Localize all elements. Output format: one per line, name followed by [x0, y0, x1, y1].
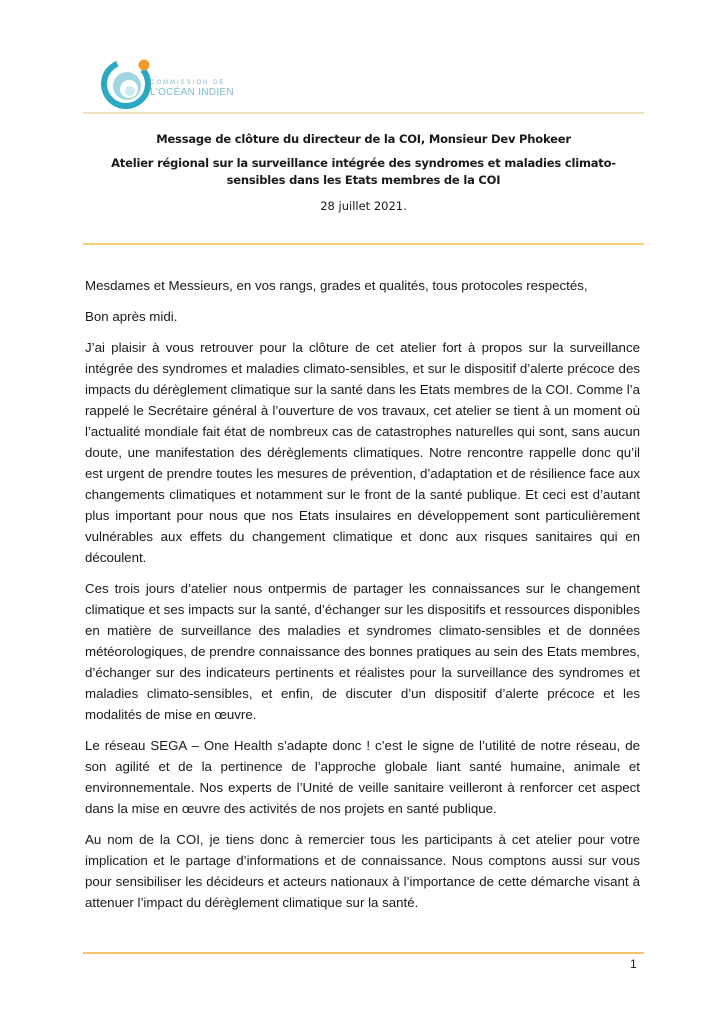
logo-wordmark [150, 80, 234, 98]
coi-logo-icon [100, 54, 156, 110]
document-subtitle: Atelier régional sur la surveillance intégrée des syndromes et maladies climato-sensibles dans les Etats membres de la COI [111, 156, 616, 187]
paragraph-thanks: Au nom de la COI, je tiens donc à remercier tous les participants à cet atelier pour votre implication et le partage d’informations et de connaissance. Nous comptons aussi sur vous pour sensibiliser les décideurs et acteurs nationaux à l’importance de cette démarche visant à attenuer l’impact du dérèglement climatique sur la santé. [85, 832, 640, 910]
document-date: 28 juillet 2021. [320, 199, 407, 213]
document-body [85, 275, 640, 923]
logo-line-2: L'OCÉAN INDIEN [150, 87, 234, 98]
paragraph-workshop-summary: Ces trois jours d’atelier nous ontpermis de partager les connaissances sur le changement climatique et ses impacts sur la santé, d’échanger sur les dispositifs et ressources disponibles en matière de surveillance des maladies et syndromes climato-sensibles et de données météorologiques, de prendre connaissance des bonnes pratiques au sein des Etats membres, d’échanger sur des indicateurs pertinents et réalistes pour la surveillance des syndromes et maladies climato-sensibles, et enfin, de discuter d’un dispositif d’alerte précoce et les modalités de mise en œuvre. [85, 581, 640, 722]
paragraph-sega-network: Le réseau SEGA – One Health s’adapte donc ! c’est le signe de l’utilité de notre réseau, de son agilité et de la pertinence de l’approche globale liant santé humaine, animale et environnementale. Nos experts de l’Unité de veille sanitaire veilleront à renforcer cet aspect dans la mise en œuvre des activités de nos projets en santé publique. [85, 738, 640, 816]
page-number: 1 [630, 957, 637, 971]
paragraph-greeting: Bon après midi. [85, 309, 178, 324]
paragraph-intro: J’ai plaisir à vous retrouver pour la clôture de cet atelier fort à propos sur la surveillance intégrée des syndromes et maladies climato-sensibles, et sur le dispositif d’alerte précoce des impacts du dérèglement climatique sur la santé dans les Etats membres de la COI. Comme l’a rappelé le Secrétaire général à l’ouverture de vos travaux, cet atelier se tient à un moment où l’actualité mondiale fait état de nombreux cas de catastrophes naturelles qui sont, sans aucun doute, une manifestation des dérèglements climatiques. Notre rencontre rappelle donc qu’il est urgent de prendre toutes les mesures de prévention, d’adaptation et de résilience face aux changements climatiques et notamment sur le front de la santé publique. Et ceci est d’autant plus important pour nous que nos Etats insulaires en développement sont particulièrement vulnérables aux effets du changement climatique et donc aux risques sanitaires qui en découlent. [85, 340, 641, 565]
title-block [83, 132, 644, 213]
header-divider [83, 112, 644, 114]
title-divider [83, 243, 644, 245]
footer-divider [83, 952, 644, 954]
paragraph-salutation: Mesdames et Messieurs, en vos rangs, grades et qualités, tous protocoles respectés, [85, 278, 588, 293]
document-title: Message de clôture du directeur de la COI, Monsieur Dev Phokeer [156, 132, 571, 146]
logo-line-1: COMMISSION DE [150, 80, 226, 86]
